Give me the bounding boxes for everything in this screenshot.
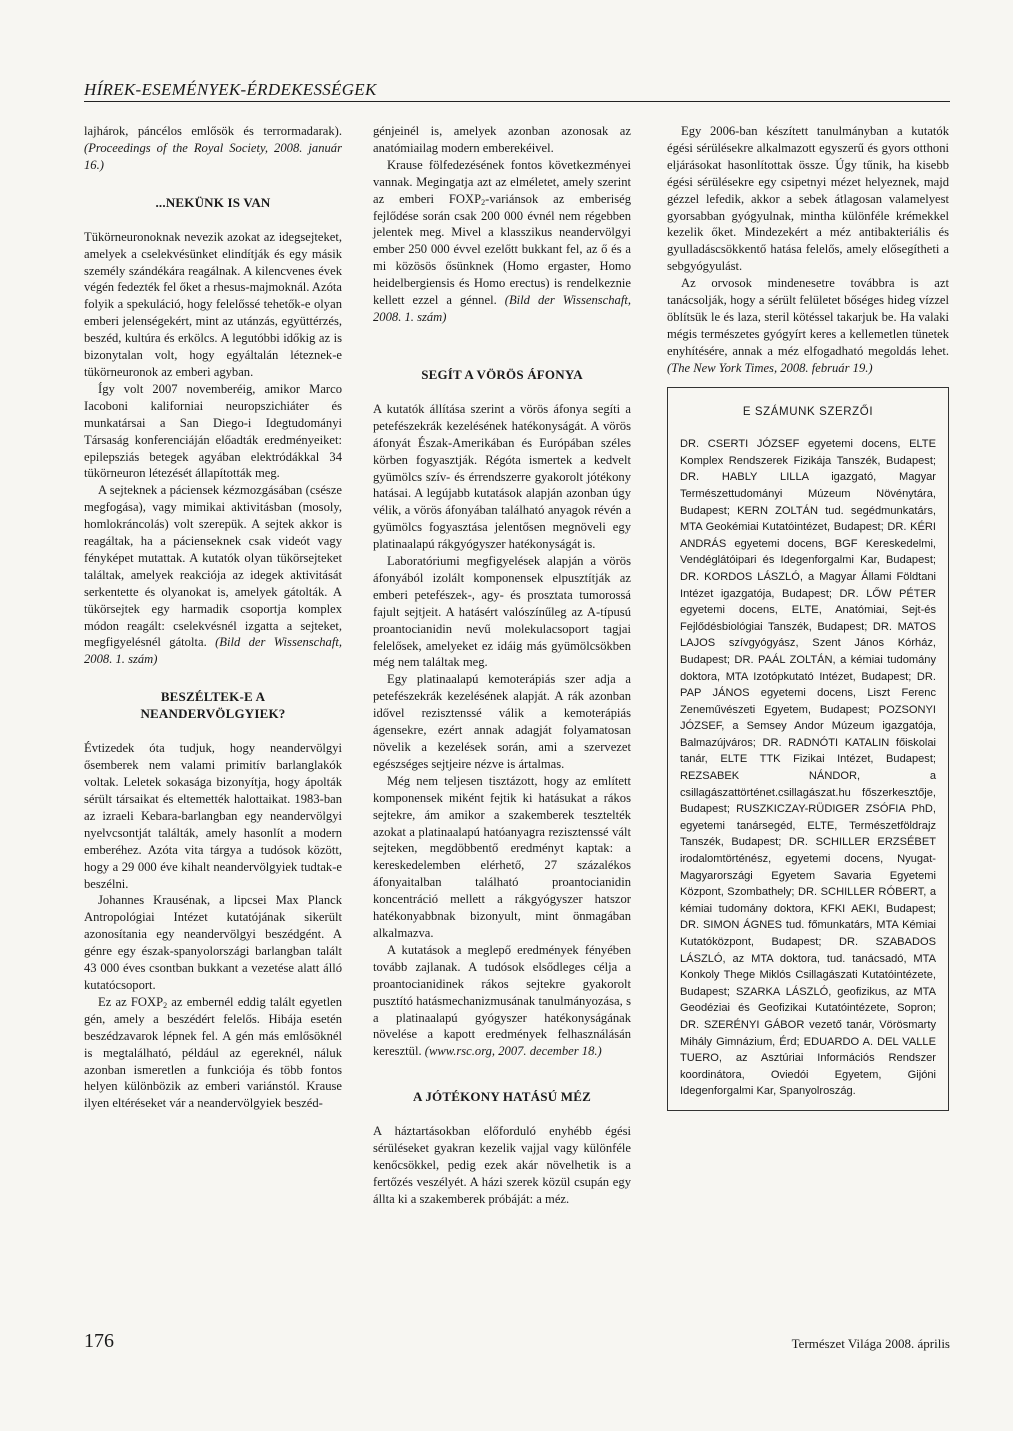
- paragraph: Egy 2006-ban készített tanulmányban a kutatók égési sérülésekre alkalmazott egyszerű és gyors otthoni eljárásokat hasonlítottak össze. Úgy tűnik, ha kisebb égési sérülésekre egy csipetnyi mézet helyeznek, majd gézzel lefedik, akkor a sebek átlagosan valamelyest gyorsabban gyógyulnak, mintha különféle krémekkel kezelik őket. Mindezekért a méz antibakteriális és gyulladáscsökkentő hatása felelős, amely elősegítheti a sebgyógyulást.: [667, 124, 949, 274]
- paragraph: Laboratóriumi megfigyelések alapján a vörös áfonyából izolált komponensek elpusztítják az emberi petefészek-, agy- és prosztata tumorossá fajult sejtjeit. A hatásért valószínűleg az A-típusú proantocianidin nevű molekulacsoport tagjai felelősek, amelyeket ez idáig más gyümölcsökben még nem találtak meg.: [373, 554, 631, 670]
- paragraph: [373, 157, 631, 326]
- paragraph: Egy platinaalapú kemoterápiás szer adja a petefészekrák kezelésének alapját. A rák azonban idővel rezisztenssé válik a kemoterápiás ágensekre, ezért annak adagját folyamatosan növelik a kezelések során, ami a szervezet egészséges sejtjeire nézve is ártalmas.: [373, 672, 631, 771]
- paragraph-text: A sejteknek a páciensek kézmozgásában (csésze megfogása), vagy mimikai aktivitásban (mosoly, homlokráncolás) volt szerepük. A sejtek akkor is reagáltak, ha a pácienseknek csak videót vagy fényképet mutattak. A kutatók olyan tükörsejteket találtak, amelyek reakciója az idegek aktivitását serkentette és olyanokat is, amelyek gátolták. A tükörsejtek egy harmadik csoportja komplex módon reagált: cselekvésnél izgatta a sejteket, megfigyelésnél gátolta.: [84, 483, 342, 650]
- paragraph: Évtizedek óta tudjuk, hogy neandervölgyi ősemberek nem valami primitív barlanglakók voltak. Leletek sokasága bizonyítja, hogy ápolták sérült társaikat és eltemették halottaikat. 1983-ban az izraeli Kebara-barlangban egy neandervölgyi nyelvcsontját találták, amely hasonlít a modern emberéhez. Azóta vita tárgya a tudósok között, hogy a 29 000 éve kihalt neandervölgyiek tudtak-e beszélni.: [84, 741, 342, 891]
- article-heading-neanderthals: [84, 688, 342, 722]
- paragraph: Tükörneuronoknak nevezik azokat az idegsejteket, amelyek a cselekvésünket elindítják és egy másik személy szándékára reagálnak. A kilencvenes évek végén fedezték fel őket a rhesus-majmoknál. Azóta folyik a spekuláció, hogy felelőssé tehetők-e olyan emberi jelenségekért, mint az utánzás, együttérzés, beszéd, kultúra és erkölcs. A legutóbbi időkig az is bizonytalan volt, hogy egyáltalán léteznek-e tükörneuronok az emberi agyban.: [84, 229, 342, 379]
- section-header: HÍREK-ESEMÉNYEK-ÉRDEKESSÉGEK: [84, 80, 950, 102]
- authors-list: DR. CSERTI JÓZSEF egyetemi docens, ELTE Komplex Rendszerek Fizikája Tanszék, Budapest; DR. HABLY LILLA igazgató, Magyar Természettudományi Múzeum Növénytára, Budapest; KERN ZOLTÁN tud. segédmunkatárs, MTA Geokémiai Kutatóintézet, Budapest; DR. KÉRI ANDRÁS egyetemi docens, BGF Kereskedelmi, Vendéglátóipari és Idegenforgalmi Kar, Budapest; DR. KORDOS LÁSZLÓ, a Magyar Állami Földtani Intézet igazgatója, Budapest; DR. LŐW PÉTER egyetemi docens, ELTE, Anatómiai, Sejt-és Fejlődésbiológiai Tanszék, Budapest; DR. MATOS LAJOS szívgyógyász, Szent János Kórház, Budapest; DR. PAÁL ZOLTÁN, a kémiai tudomány doktora, MTA Izotópkutató Intézet, Budapest; DR. PAP JÁNOS egyetemi docens, Liszt Ferenc Zeneművészeti Egyetem, Budapest; POZSONYI JÓZSEF, a Semsey Andor Múzeum igazgatója, Balmazújváros; DR. RADNÓTI KATALIN főiskolai tanár, ELTE TTK Fizikai Intézet, Budapest; REZSABEK NÁNDOR, a csillagászattörténet.csillagászat.hu főszerkesztője, Budapest; RUSZKICZAY-RÜDIGER ZSÓFIA PhD, egyetemi tanársegéd, ELTE, Természetföldrajz Tanszék, Budapest; DR. SCHILLER ERZSÉBET irodalomtörténész, egyetemi docens, Nyugat-Magyarországi Egyetem Savaria Egyetemi Központ, Szombathely; DR. SCHILLER RÓBERT, a kémiai tudomány doktora, KFKI AEKI, Budapest; DR. SIMON ÁGNES tud. főmunkatárs, MTA Kémiai Kutatóközpont, Budapest; DR. SZABADOS LÁSZLÓ, az MTA doktora, tud. tanácsadó, MTA Konkoly Thege Miklós Csillagászati Kutatóintézete, Budapest; SZARKA LÁSZLÓ, geofizikus, az MTA Geodéziai és Geofizikai Kutatóintézete, Sopron; DR. SZERÉNYI GÁBOR vezető tanár, Vörösmarty Mihály Gimnázium, Érd; EDUARDO A. DEL VALLE TUERO, az Asztúriai Információs Rendszer koordinátora, Oviedói Egyetem, Gijóni Idegenforgalmi Kar, Spanyolroszág.: [680, 438, 936, 1098]
- source-citation: (Proceedings of the Royal Society, 2008. január 16.): [84, 140, 342, 172]
- article-heading-mirror-neurons: ...NEKÜNK IS VAN: [155, 194, 271, 210]
- source-citation: (Bild der Wissenschaft, 2008. 1. szám): [373, 293, 631, 324]
- paragraph-text: lajhárok, páncélos emlősök és terrormadarak).: [84, 124, 342, 138]
- column-3: [667, 123, 949, 1111]
- paragraph: [373, 942, 631, 1060]
- paragraph: Johannes Krausénak, a lipcsei Max Planck Antropológiai Intézet kutatójának sikerült azonosítania egy neandervölgyi beszédgént. A génre egy észak-spanyolországi barlangban talált 43 000 éves csontban bukkant a vezetése alatt álló kutatócsoport.: [84, 893, 342, 992]
- authors-box: [667, 387, 949, 1111]
- paragraph-text: A kutatások a meglepő eredmények fényében tovább zajlanak. A tudósok elsődleges célja a proantocianidinek rákos sejtekre gyakorolt pusztító hatásmechanizmusának tanulmányozása, s a platinaalapú gyógyszer hatékonyságának növelése a kapott eredmények felhasználásán keresztül.: [373, 942, 631, 1059]
- publication-footer: Természet Világa 2008. április: [791, 1336, 950, 1351]
- paragraph: [84, 482, 342, 668]
- article-heading-honey: A JÓTÉKONY HATÁSÚ MÉZ: [413, 1089, 591, 1105]
- paragraph: A kutatók állítása szerint a vörös áfonya segíti a petefészekrák kezelésének hatékonyságát. A vörös áfonyát Észak-Amerikában és Európában széles körben fogyasztják. Régóta ismertek a kedvelt gyümölcs szív- és érrendszerre gyakorolt jótékony hatásai. A legújabb kutatások alapján azonban úgy vélik, a vörös áfonyában található anyagok révén a gyümölcs fogyasztása jelentősen megnöveli egy platinaalapú rákgyógyszer hatékonyságát is.: [373, 401, 631, 552]
- paragraph: Még nem teljesen tisztázott, hogy az említett komponensek miként fejtik ki hatásukat a rákos sejtekre, ám amikor a szakemberek tesztelték azokat a platinaalapú hatóanyagra rezisztenssé vált sejteken, megdöbbentő eredményt kaptak: a kereskedelemben elérhető, 27 százalékos áfonyaitalban található proantocianidin koncentráció mellett a rákgyógyszer hatszor hatékonyabbnak bizonyult, mint önmagában alkalmazva.: [373, 773, 631, 940]
- column-2: [373, 123, 631, 1208]
- source-citation: (The New York Times, 2008. február 19.): [667, 360, 873, 375]
- authors-box-title: E SZÁMUNK SZERZŐI: [742, 405, 874, 418]
- heading-line: BESZÉLTEK-E A: [160, 689, 266, 705]
- paragraph: [667, 275, 949, 376]
- paragraph: [84, 994, 342, 1112]
- heading-line: NEANDERVÖLGYIEK?: [140, 706, 286, 722]
- column-1: [84, 123, 342, 1112]
- paragraph-text: Krause fölfedezésének fontos következményei vannak. Megingatja azt az elméletet, amely szerint az emberi FOXP: [373, 157, 631, 206]
- article-heading-cranberry: SEGÍT A VÖRÖS ÁFONYA: [421, 366, 583, 382]
- paragraph-text: Ez az FOXP: [98, 994, 164, 1009]
- source-citation: (www.rsc.org, 2007. december 18.): [421, 1044, 602, 1059]
- subscript: 2: [163, 1000, 168, 1010]
- subscript: 2: [481, 197, 486, 207]
- source-citation: (Bild der Wissenschaft, 2008. 1. szám): [84, 635, 342, 667]
- page-number: 176: [84, 1330, 114, 1352]
- paragraph: Így volt 2007 novemberéig, amikor Marco Iacoboni kaliforniai neuropszichiáter és munkatársai a San Diego-i Idegtudományi Társaság konferenciáján előadták eredményeiket: epilepsziás betegek agyában elektródákkal 34 tükörneuron létezését állapították meg.: [84, 381, 342, 481]
- paragraph: A háztartásokban előforduló enyhébb égési sérüléseket gyakran kezelik vajjal vagy különféle kenőcsökkel, pedig ezek akár növelhetik is a fertőzés veszélyét. A házi szerek közül csupán egy állta ki a szakemberek próbáját: a méz.: [373, 1124, 631, 1206]
- paragraph: génjeinél is, amelyek azonban azonosak az anatómiailag modern emberekéivel.: [373, 124, 631, 155]
- paragraph-text: az embernél eddig talált egyetlen gén, amely a beszédért felelős. Hibája esetén beszédzavarok lépnek fel. A gén más emlősöknél is megtalálható, például az egereknél, náluk azonban ismeretlen a funkciója és több fontos helyen különbözik az emberi variánstól. Krause ilyen eltéréseket vár a neandervölgyiek beszéd-: [84, 994, 342, 1111]
- paragraph-text: Az orvosok mindenesetre továbbra is azt tanácsolják, hogy a sérült felületet bőséges hideg vízzel öblítsük le és laza, steril kötéssel takarjuk be. Ha valaki mégis természetes gyógyírt keres a kellemetlen tünetek enyhítésére, annak a méz elfogadható megoldás lehet.: [667, 276, 949, 358]
- paragraph: [84, 123, 342, 174]
- paragraph-text: -variánsok az emberiség fejlődése során csak 200 000 évnél nem régebben jelentek meg. Mivel a klasszikus neandervölgyi ember 250 000 évvel ezelőtt bukkant fel, az ő és a mi közösös ősünknek (Homo ergaster, Homo heidelbergiensis és Homo erectus) is rendelkeznie kellett ezzel a génnel.: [373, 191, 631, 308]
